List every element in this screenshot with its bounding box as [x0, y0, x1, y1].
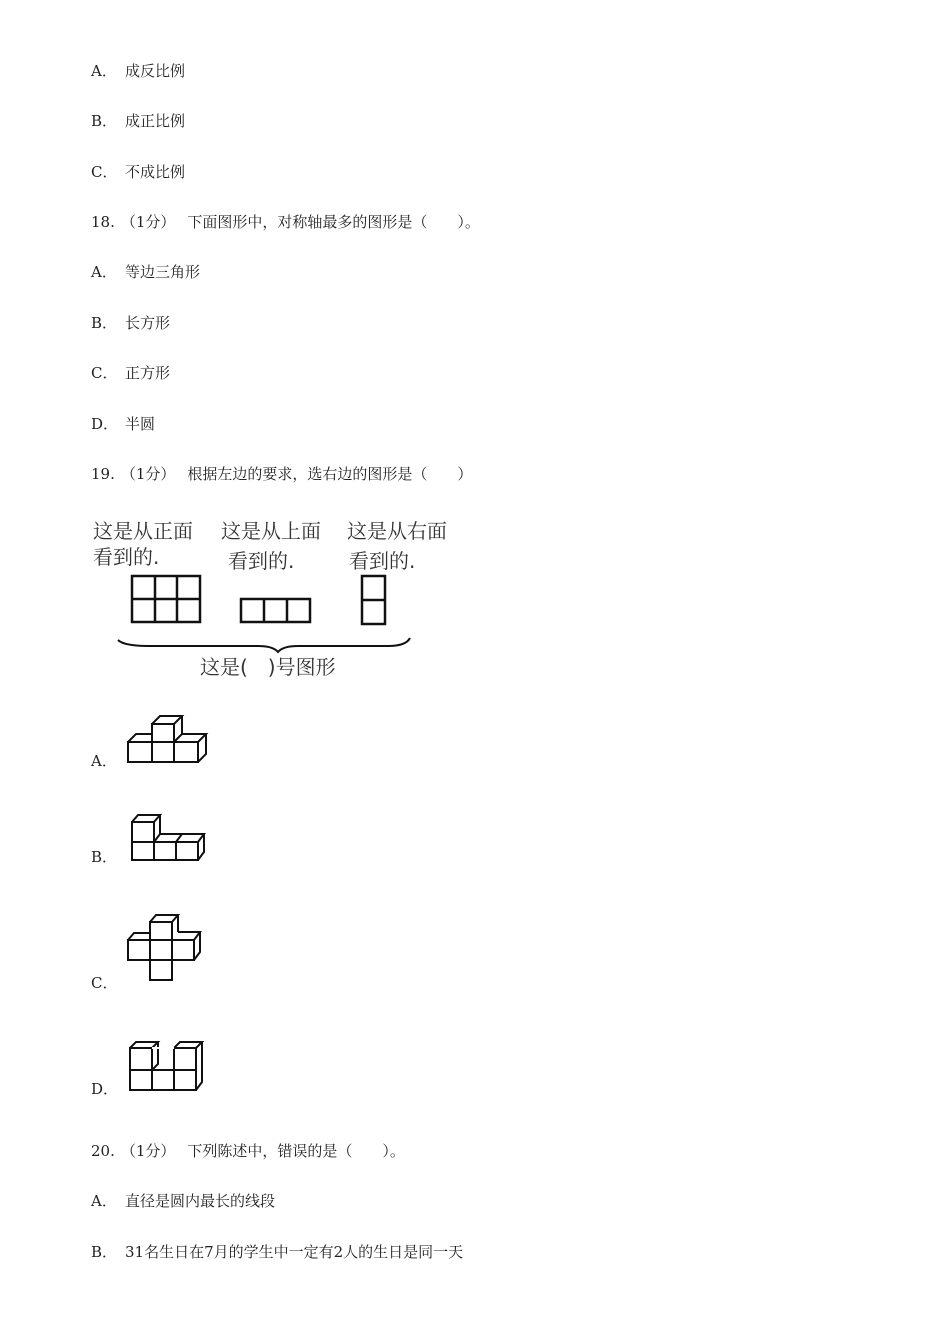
q19-option-d-cubes[interactable] — [124, 1036, 208, 1096]
question-number: 18. — [91, 213, 115, 231]
q19-option-a-cubes[interactable] — [124, 712, 218, 766]
front-view-label-2: 看到的. — [93, 545, 160, 569]
option-letter: B． — [91, 314, 118, 332]
question-number: 20. — [91, 1142, 115, 1160]
front-view-label-1: 这是从正面 — [93, 519, 193, 543]
q19-option-d[interactable] — [91, 1079, 125, 1099]
option-letter: A． — [91, 1192, 117, 1210]
option-text: 半圆 — [125, 415, 156, 433]
brace-label: 这是( )号图形 — [200, 655, 336, 679]
curly-brace — [118, 638, 410, 652]
right-view-label-1: 这是从右面 — [347, 519, 447, 543]
q18-option-b[interactable] — [91, 313, 170, 333]
question-number: 19. — [91, 465, 115, 483]
option-text: 长方形 — [125, 314, 171, 332]
top-view-label-2: 看到的. — [228, 549, 295, 573]
option-letter: B． — [91, 112, 118, 130]
question-text: 下列陈述中，错误的是（ ）。 — [187, 1142, 405, 1160]
q19-option-c-cubes[interactable] — [124, 910, 204, 986]
question-text: 根据左边的要求，选右边的图形是（ ） — [187, 465, 473, 483]
option-letter: D． — [91, 1080, 119, 1098]
q18-option-c[interactable] — [91, 363, 170, 383]
option-text: 等边三角形 — [125, 263, 201, 281]
right-view-shape — [362, 576, 385, 624]
q19-views-figure — [88, 512, 468, 684]
top-view-shape — [241, 599, 310, 622]
q19-option-a[interactable] — [91, 751, 125, 771]
option-text: 31名生日在7月的学生中一定有2人的生日是同一天 — [125, 1243, 464, 1261]
option-text: 成正比例 — [125, 112, 186, 130]
option-letter: D． — [91, 415, 119, 433]
front-view-shape — [132, 576, 200, 622]
q20-option-b[interactable] — [91, 1242, 463, 1262]
q18-stem — [91, 212, 480, 232]
option-text: 直径是圆内最长的线段 — [125, 1192, 276, 1210]
option-text: 不成比例 — [125, 163, 186, 181]
q19-option-b-cubes[interactable] — [124, 810, 210, 864]
right-view-label-2: 看到的. — [349, 549, 416, 573]
q19-option-b[interactable] — [91, 847, 125, 867]
option-letter: B． — [91, 1243, 118, 1261]
option-letter: C． — [91, 163, 118, 181]
option-letter: C． — [91, 974, 118, 992]
option-letter: A． — [91, 263, 117, 281]
option-letter: A． — [91, 752, 117, 770]
q17-option-b[interactable] — [91, 111, 185, 131]
question-score: （1分） — [120, 213, 176, 231]
q19-stem — [91, 464, 472, 484]
option-text: 正方形 — [125, 364, 171, 382]
q18-option-d[interactable] — [91, 414, 155, 434]
q18-option-a[interactable] — [91, 262, 200, 282]
question-score: （1分） — [120, 1142, 176, 1160]
q20-option-a[interactable] — [91, 1191, 275, 1211]
question-score: （1分） — [120, 465, 176, 483]
option-letter: A． — [91, 62, 117, 80]
q20-stem — [91, 1141, 405, 1161]
q17-option-a[interactable] — [91, 61, 185, 81]
q17-option-c[interactable] — [91, 162, 185, 182]
option-letter: C． — [91, 364, 118, 382]
option-letter: B． — [91, 848, 118, 866]
q19-option-c[interactable] — [91, 973, 125, 993]
option-text: 成反比例 — [125, 62, 186, 80]
top-view-label-1: 这是从上面 — [221, 519, 321, 543]
question-text: 下面图形中，对称轴最多的图形是（ ）。 — [187, 213, 480, 231]
